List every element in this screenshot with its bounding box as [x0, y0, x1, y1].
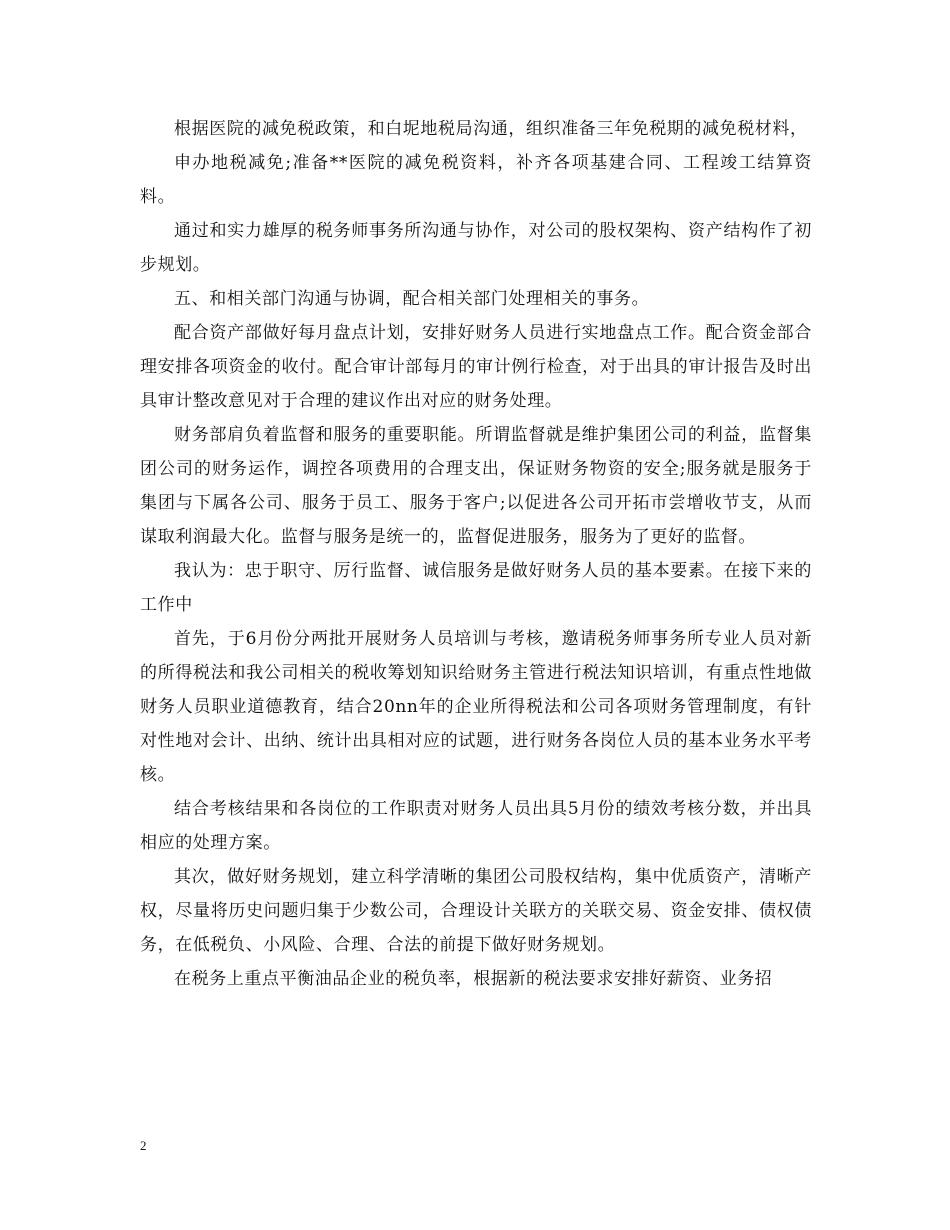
paragraph: 五、和相关部门沟通与协调，配合相关部门处理相关的事务。 [174, 289, 650, 309]
paragraph: 结合考核结果和各岗位的工作职责对财务人员出具5月份的绩效考核分数，并出具相应的处理方案。 [140, 799, 812, 853]
paragraph: 配合资产部做好每月盘点计划，安排好财务人员进行实地盘点工作。配合资金部合理安排各项资金的收付。配合审计部每月的审计例行检查，对于出具的审计报告及时出具审计整改意见对于合理的建议作出对应的财务处理。 [140, 323, 812, 411]
paragraph: 根据医院的减免税政策，和白坭地税局沟通，组织准备三年免税期的减免税材料， [174, 119, 808, 139]
document-body [140, 112, 812, 996]
paragraph: 其次，做好财务规划，建立科学清晰的集团公司股权结构，集中优质资产，清晰产权，尽量将历史问题归集于少数公司，合理设计关联方的关联交易、资金安排、债权债务，在低税负、小风险、合理、合法的前提下做好财务规划。 [140, 867, 812, 955]
paragraph: 财务部肩负着监督和服务的重要职能。所谓监督就是维护集团公司的利益，监督集团公司的财务运作，调控各项费用的合理支出，保证财务物资的安全;服务就是服务于集团与下属各公司、服务于员工、服务于客户;以促进各公司开拓市尝增收节支，从而谋取利润最大化。监督与服务是统一的，监督促进服务，服务为了更好的监督。 [140, 425, 812, 547]
paragraph: 首先，于6月份分两批开展财务人员培训与考核，邀请税务师事务所专业人员对新的所得税法和我公司相关的税收筹划知识给财务主管进行税法知识培训，有重点性地做财务人员职业道德教育，结合20nn年的企业所得税法和公司各项财务管理制度，有针对性地对会计、出纳、统计出具相对应的试题，进行财务各岗位人员的基本业务水平考核。 [140, 629, 812, 785]
paragraph: 我认为：忠于职守、厉行监督、诚信服务是做好财务人员的基本要素。在接下来的工作中 [140, 561, 812, 615]
paragraph: 在税务上重点平衡油品企业的税负率，根据新的税法要求安排好薪资、业务招 [174, 969, 773, 989]
paragraph: 申办地税减免;准备**医院的减免税资料，补齐各项基建合同、工程竣工结算资料。 [140, 153, 812, 207]
page-number: 2 [140, 1138, 147, 1153]
paragraph: 通过和实力雄厚的税务师事务所沟通与协作，对公司的股权架构、资产结构作了初步规划。 [140, 221, 812, 275]
